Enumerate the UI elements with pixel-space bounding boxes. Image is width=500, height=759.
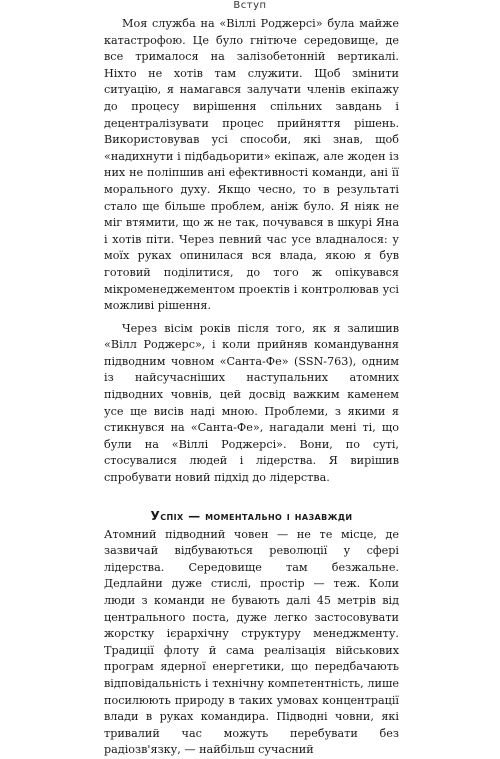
section-paragraph: Атомний підводний човен — не те місце, де зазвичай відбуваються революції у сфері лідерства. Середовище там безжальне. Дедлайни дуже стислі, простір — теж. Коли люди з команди не бувають далі 45 метрів від центрального поста, дуже легко застосовувати жорстку ієрархічну структуру менеджменту. Традиції флоту й сама реалізація військових програм ядерної енергетики, що передбачають відповідальність і технічну компетентність, лише посилюють природу в таких умовах концентрації влади в руках командира. Підводні човни, які тривалий час можуть перебувати без радіозв'язку, — найбільш сучасний <box>104 527 399 757</box>
section-heading: Успіх — моментально і назавжди <box>150 508 353 523</box>
paragraph-1: Моя служба на «Віллі Роджерсі» була майже катастрофою. Це було гнітюче середовище, де все трималося на залізобетонній вертикалі. Ніхто не хотів там служити. Щоб змінити ситуацію, я намагався залучати членів екіпажу до процесу вирішення спільних завдань і децентралізувати процес прийняття рішень. Використовував усі способи, які знав, щоб «надихнути і підбадьорити» екіпаж, але жоден із них не поліпшив ані ефективності команди, ані її морального духу. Якщо чесно, то в результаті стало ще більше проблем, аніж було. Я ніяк не міг втямити, що ж не так, почувався в шкурі Яна і хотів піти. Через певний час усе владналося: у моїх руках опинилася вся влада, якою я був готовий поділитися, до того ж опікувався мікроменеджементом проектів і контролював усі можливі рішення. <box>104 17 399 313</box>
paragraph-2: Через вісім років після того, як я залишив «Вілл Роджерс», і коли прийняв командування підводним човном «Санта-Фе» (SSN-763), одним із найсучасніших наступальних атомних підводних човнів, цей досвід важким каменем усе ще висів наді мною. Проблеми, з якими я стикнувся на «Санта-Фе», нагадали мені ті, що були на «Віллі Роджерсі». Вони, по суті, стосувалися людей і лідерства. Я вирішив спробувати новий підхід до лідерства. <box>104 321 399 485</box>
text-column <box>104 16 399 759</box>
running-header: Вступ <box>233 0 267 11</box>
